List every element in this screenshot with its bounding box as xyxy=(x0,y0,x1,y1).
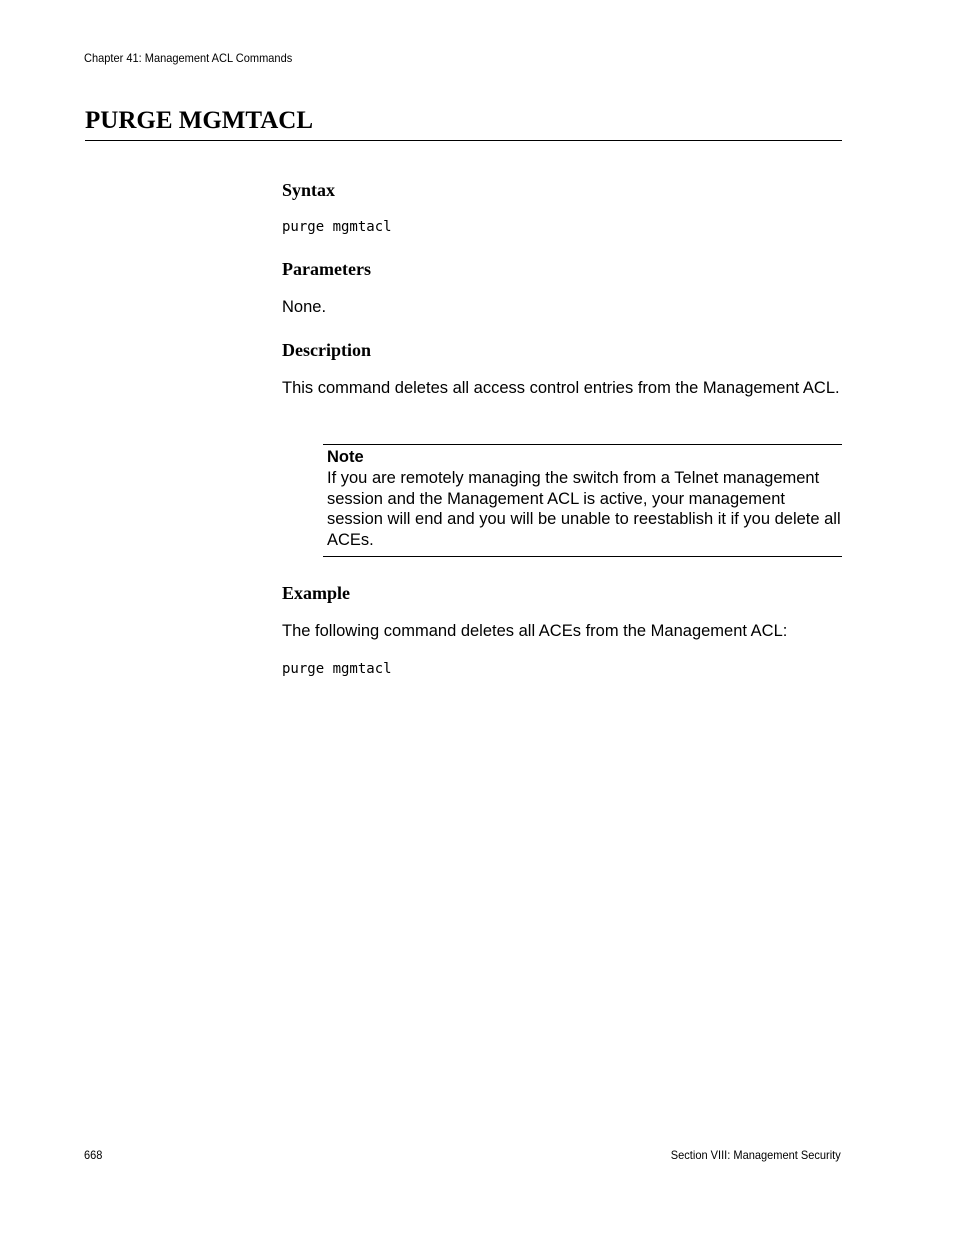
page-title: PURGE MGMTACL xyxy=(85,107,313,134)
footer-section: Section VIII: Management Security xyxy=(671,1148,841,1162)
parameters-text: None. xyxy=(282,298,327,316)
description-heading: Description xyxy=(282,340,371,360)
example-command: purge mgmtacl xyxy=(282,661,392,677)
note-text: If you are remotely managing the switch from a Telnet management session and the Management ACL is active, your management session will end and you will be unable to reestablish it if you delete all ACEs. xyxy=(327,469,841,549)
syntax-command: purge mgmtacl xyxy=(282,219,392,235)
parameters-heading: Parameters xyxy=(282,259,371,279)
example-text: The following command deletes all ACEs from the Management ACL: xyxy=(282,622,788,640)
note-box xyxy=(323,444,842,557)
note-label: Note xyxy=(327,448,364,466)
running-header: Chapter 41: Management ACL Commands xyxy=(84,51,293,65)
title-rule xyxy=(85,140,842,141)
page-number: 668 xyxy=(84,1148,103,1162)
syntax-heading: Syntax xyxy=(282,180,336,200)
description-text: This command deletes all access control entries from the Management ACL. xyxy=(282,379,840,397)
example-heading: Example xyxy=(282,583,351,603)
